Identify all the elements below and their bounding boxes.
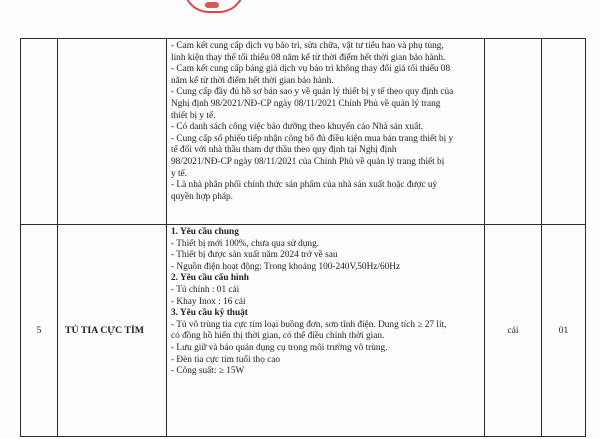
- requirements-cell: [167, 39, 485, 225]
- requirement-line: y tế.: [171, 168, 188, 179]
- requirement-line: Nghị định 98/2021/NĐ-CP ngày 08/11/2021 Chính Phủ về quản lý trang: [171, 98, 441, 109]
- requirement-line: 98/2021/NĐ-CP ngày 08/11/2021 của Chính Phủ về quản lý trang thiết bị: [171, 156, 445, 167]
- quantity-cell-empty: [542, 39, 586, 225]
- requirement-line: - Cung cấp số phiếu tiếp nhận công bố đủ điều kiện mua bán trang thiết bị y: [171, 133, 454, 144]
- requirement-line: - Cam kết cung cấp dịch vụ bảo trì, sửa chữa, vật tư tiêu hao và phụ tùng,: [171, 41, 444, 51]
- requirement-line: - Tủ vô trùng tia cực tím loại buồng đơn, sơn tĩnh điện. Dung tích ≥ 27 lít,: [171, 319, 447, 330]
- requirement-line: - Lưu giữ và bảo quản dụng cụ trong môi trường vô trùng.: [171, 342, 388, 353]
- requirement-item: [171, 320, 480, 343]
- requirement-line: - Công suất: ≥ 15W: [171, 366, 245, 377]
- unit-cell: cái: [485, 225, 542, 437]
- requirement-item: [171, 355, 480, 367]
- requirement-item: [171, 297, 480, 309]
- section-heading: 2. Yêu cầu cấu hình: [171, 273, 249, 284]
- table-row: [21, 39, 586, 225]
- requirement-line: - Thiết bị mới 100%, chưa qua sử dụng.: [171, 238, 320, 249]
- requirement-item: [171, 134, 480, 180]
- table-row: [21, 225, 586, 437]
- quantity-cell: 01: [542, 225, 586, 437]
- stamp-mark: [205, 2, 219, 8]
- requirement-line: linh kiện thay thế tối thiểu 08 năm kể từ thời điểm hết thời gian bảo hành.: [171, 52, 446, 63]
- requirement-line: - Tủ chính : 01 cái: [171, 284, 240, 295]
- product-name: TỦ TIA CỰC TÍM: [58, 225, 167, 437]
- requirement-line: - Có danh sách công việc bảo dưỡng theo khuyến cáo Nhà sản xuất.: [171, 122, 424, 133]
- requirement-line: - Đèn tia cực tím tuổi thọ cao: [171, 354, 281, 365]
- requirement-line: có đồng hồ hiển thị thời gian, có thể điều chỉnh thời gian.: [171, 331, 385, 342]
- requirement-line: - Nguồn điện hoạt động: Trong khoảng 100-240V,50Hz/60Hz: [171, 261, 401, 272]
- requirement-line: tế đối với nhà thầu tham dự thầu theo quy định tại Nghị định: [171, 145, 397, 156]
- stt-cell: 5: [21, 225, 58, 437]
- requirement-item: [171, 239, 480, 251]
- requirement-line: - Cam kết cung cấp bảng giá dịch vụ bảo trì không thay đổi giá tối thiểu 08: [171, 64, 451, 75]
- requirement-item: [171, 262, 480, 274]
- requirement-item: [171, 64, 480, 87]
- requirement-item: [171, 366, 480, 378]
- name-cell-empty: [58, 39, 167, 225]
- stt-cell-empty: [21, 39, 58, 225]
- requirements-cell: [167, 225, 485, 437]
- requirement-item: [171, 250, 480, 262]
- requirement-line: - Là nhà phân phối chính thức sản phẩm của nhà sản xuất hoặc được uỷ: [171, 180, 438, 191]
- requirement-line: - Thiết bị được sản xuất năm 2024 trở về sau: [171, 250, 338, 261]
- requirement-item: [171, 41, 480, 64]
- specification-table: [20, 38, 586, 437]
- requirement-line: - Cung cấp đầy đủ hồ sơ bản sao y về quản lý thiết bị y tế theo quy định của: [171, 87, 454, 98]
- requirement-item: [171, 180, 480, 203]
- requirement-line: thiết bị y tế.: [171, 110, 216, 121]
- section-heading: 1. Yêu cầu chung: [171, 227, 239, 237]
- requirement-item: [171, 285, 480, 297]
- requirement-item: [171, 87, 480, 122]
- requirement-line: quyền hợp pháp.: [171, 191, 233, 202]
- requirement-item: [171, 343, 480, 355]
- requirement-item: [171, 122, 480, 134]
- section-heading: 3. Yêu cầu kỹ thuật: [171, 308, 248, 319]
- requirement-line: - Khay Inox : 16 cái: [171, 296, 246, 307]
- requirement-line: năm kể từ thời điểm hết thời gian bảo hành.: [171, 75, 334, 86]
- unit-cell-empty: [485, 39, 542, 225]
